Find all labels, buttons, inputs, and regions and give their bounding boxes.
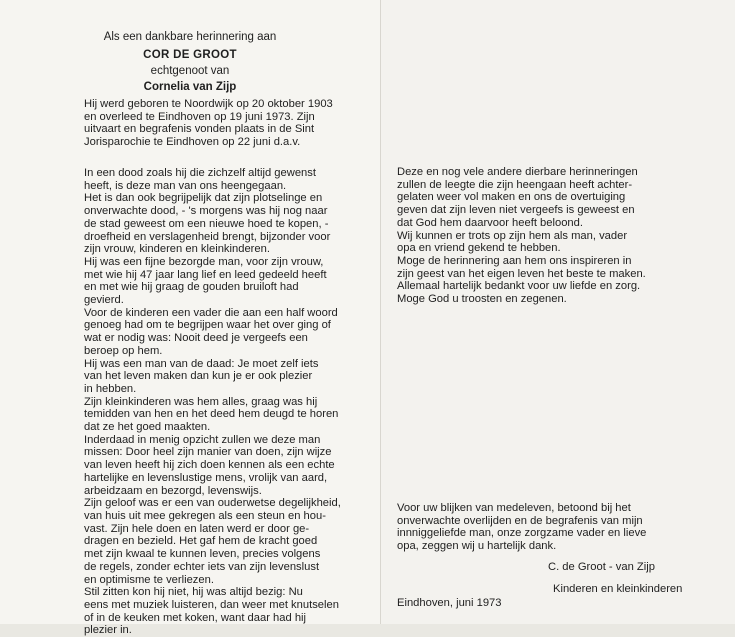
text-line: dat God hem daarvoor heeft beloond. [397, 216, 583, 229]
text-line: Wij kunnen er trots op zijn hem als man, vader [397, 229, 628, 242]
text-line: opa, zeggen wij u hartelijk dank. [397, 540, 557, 553]
thanks-paragraph [397, 502, 713, 553]
text-line: Voor de kinderen een vader die aan een half woord [84, 306, 338, 319]
text-line: geven dat zijn leven niet vergeefs is geweest en [397, 204, 635, 217]
header-line: echtgenoot van [150, 65, 230, 77]
text-line: heeft, is deze man van ons heengegaan. [84, 179, 287, 192]
text-line: de regels, zonder echter iets van zijn levenslust [84, 560, 320, 573]
text-line: Hij was een fijne bezorgde man, voor zijn vrouw, [84, 255, 324, 268]
text-line: beroep op hem. [84, 344, 163, 357]
text-line: Zijn kleinkinderen was hem alles, graag was hij [84, 395, 318, 408]
text-line: Stil zitten kon hij niet, hij was altijd bezig: Nu [84, 586, 303, 599]
text-line: wat er nodig was: Nooit deed je vergeefs een [84, 332, 308, 345]
text-line: in hebben. [84, 382, 137, 395]
text-line: Moge God u troosten en zegenen. [397, 293, 567, 306]
text-line: Deze en nog vele andere dierbare herinneringen [397, 166, 638, 178]
text-line: opa en vriend gekend te hebben. [397, 242, 561, 255]
signature-name: C. de Groot - van Zijp [548, 561, 655, 573]
text-line: van huis uit mee gekregen als een steun en hou- [84, 509, 326, 522]
text-line: vast. Zijn hele doen en laten werd er door ge- [84, 522, 310, 535]
text-line: of in de keuken met koken, want daar had hij [84, 611, 307, 624]
right-text [397, 166, 713, 306]
header-line: Als een dankbare herinnering aan [103, 31, 277, 43]
text-line: dragen en bezield. Het gaf hem de kracht goed [84, 535, 318, 548]
intro-paragraph [84, 98, 368, 149]
text-line: genoeg had om te begrijpen waar het over ging of [84, 319, 331, 332]
text-line: eens met muziek luisteren, dan weer met knutselen [84, 598, 339, 611]
text-line: plezier in. [84, 624, 132, 637]
text-line: dat ze het goed maakten. [84, 421, 211, 434]
text-line: Zijn geloof was er een van ouderwetse degelijkheid, [84, 497, 341, 510]
text-line: Hij was een man van de daad: Je moet zelf iets [84, 357, 319, 370]
text-line: en overleed te Eindhoven op 19 juni 1973. Zijn [84, 110, 315, 123]
text-line: zijn vrouw, kinderen en kleinkinderen. [84, 243, 270, 256]
text-line: missen: Door heel zijn manier van doen, zijn wijze [84, 446, 332, 459]
text-line: met zijn kwaal te kunnen leven, precies volgens [84, 548, 321, 561]
text-line: Hij werd geboren te Noordwijk op 20 oktober 1903 [84, 98, 333, 110]
text-line: zullen de leegte die zijn heengaan heeft achter- [397, 178, 633, 191]
text-line: innniggeliefde man, onze zorgzame vader en lieve [397, 527, 647, 540]
text-line: van leven heeft hij zich doen kennen als een echte [84, 459, 335, 472]
text-line: hartelijke en levenslustige mens, vrolijk van aard, [84, 471, 328, 484]
text-line: uitvaart en begrafenis vonden plaats in de Sint [84, 123, 315, 136]
signature-family: Kinderen en kleinkinderen [553, 583, 683, 595]
text-line: en optimisme te verliezen. [84, 573, 214, 586]
text-line: gevierd. [84, 294, 124, 307]
text-line: van het leven maken dan kun je er ook plezier [84, 370, 313, 383]
body-text [84, 167, 368, 637]
text-line: zijn geest van het eigen leven het beste te maken. [397, 267, 646, 280]
text-line: Jorisparochie te Eindhoven op 22 juni d.a.v. [84, 136, 301, 149]
text-line: met wie hij 47 jaar lang lief en leed gedeeld heeft [84, 268, 327, 281]
text-line: Inderdaad in menig opzicht zullen we deze man [84, 433, 321, 446]
place-date: Eindhoven, juni 1973 [397, 597, 502, 609]
text-line: temidden van hen en het deed hem deugd te horen [84, 408, 339, 421]
text-line: Het is dan ook begrijpelijk dat zijn plotselinge en [84, 192, 323, 205]
text-line: arbeidzaam en bezorgd, levenswijs. [84, 484, 262, 497]
text-line: Allemaal hartelijk bedankt voor uw liefde en zorg. [397, 280, 641, 293]
text-line: en met wie hij graag de gouden bruiloft had [84, 281, 299, 294]
spouse-name: Cornelia van Zijp [143, 81, 237, 93]
text-line: Moge de herinnering aan hem ons inspireren in [397, 254, 632, 267]
text-line: gelaten weer vol maken en ons de overtuiging [397, 191, 626, 204]
text-line: droefheid en verslagenheid brengt, bijzonder voor [84, 230, 331, 243]
text-line: onverwachte dood, - 's morgens was hij nog naar [84, 205, 328, 218]
text-line: de stad geweest om een nieuwe hoed te kopen, - [84, 217, 329, 230]
deceased-name: COR DE GROOT [143, 49, 237, 61]
text-line: Voor uw blijken van medeleven, betoond bij het [397, 502, 631, 514]
text-line: In een dood zoals hij die zichzelf altijd gewenst [84, 167, 316, 179]
text-line: onverwachte overlijden en de begrafenis van mijn [397, 514, 643, 527]
